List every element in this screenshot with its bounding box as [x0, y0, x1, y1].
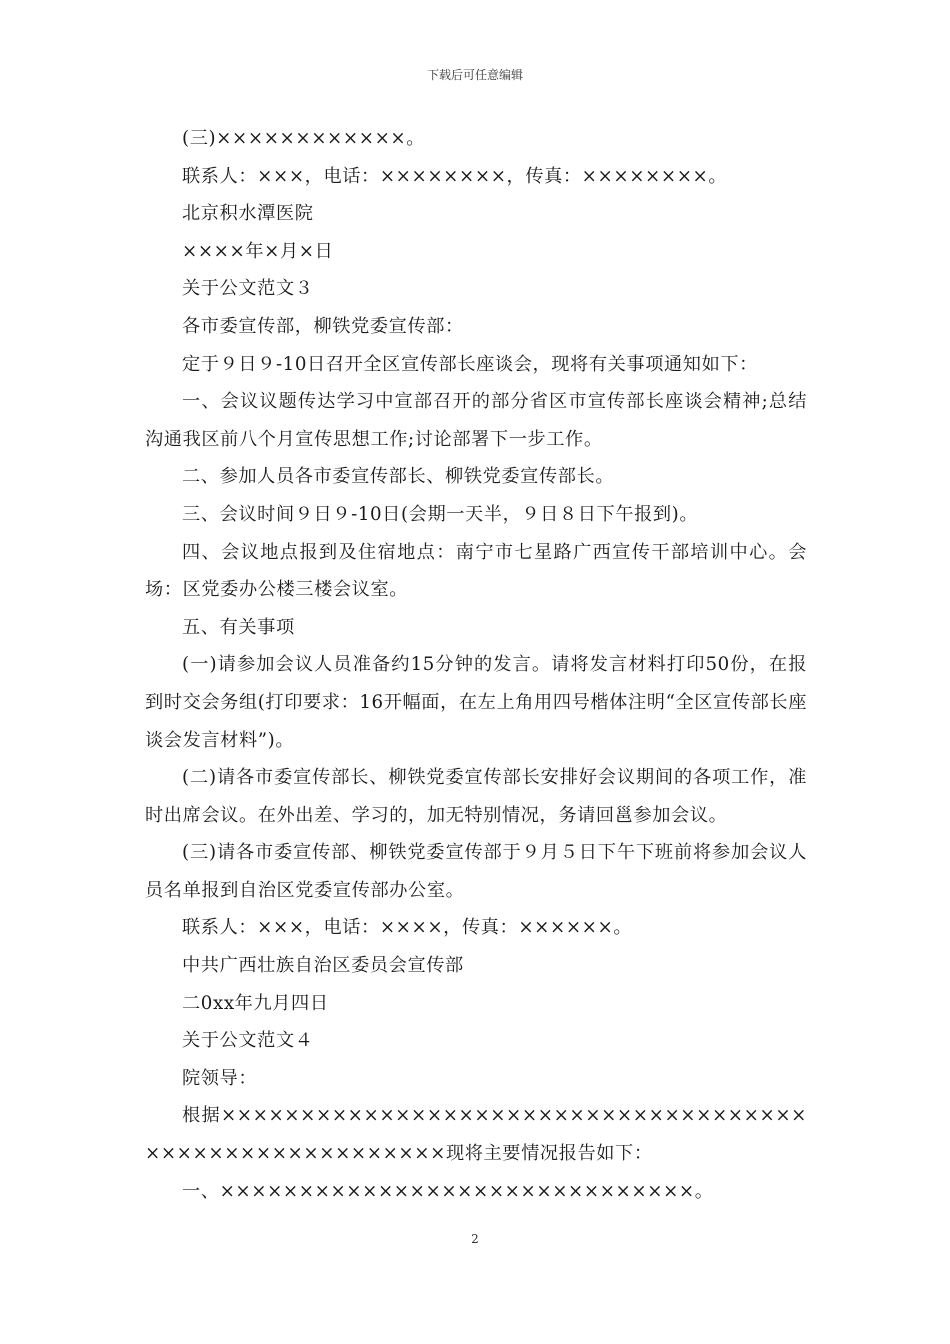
paragraph: 关于公文范文３	[182, 278, 314, 300]
paragraph: 各市委宣传部，柳铁党委宣传部：	[182, 315, 464, 337]
paragraph: 中共广西壮族自治区委员会宣传部	[182, 955, 464, 977]
paragraph: 定于９日９-10日召开全区宣传部长座谈会，现将有关事项通知如下：	[182, 353, 758, 375]
paragraph: 四、会议地点报到及住宿地点：南宁市七星路广西宣传干部培训中心。会场：区党委办公楼三楼会议室。	[145, 541, 807, 601]
paragraph: 一、××××××××××××××××××××××××××××××。	[182, 1180, 714, 1202]
paragraph: ××××年×月×日	[182, 240, 334, 262]
paragraph: 一、会议议题传达学习中宣部召开的部分省区市宣传部长座谈会精神;总结沟通我区前八个月宣传思想工作;讨论部署下一步工作。	[145, 391, 807, 450]
paragraph: 关于公文范文４	[182, 1030, 314, 1052]
paragraph: 二、参加人员各市委宣传部长、柳铁党委宣传部长。	[182, 466, 615, 488]
paragraph: 三、会议时间９日９-10日(会期一天半，９日８日下午报到)。	[182, 503, 699, 525]
paragraph: 二0xx年九月四日	[182, 992, 329, 1014]
paragraph: 院领导：	[182, 1067, 258, 1089]
paragraph: 北京积水潭医院	[182, 203, 314, 225]
document-body	[145, 120, 807, 1210]
paragraph: 五、有关事项	[182, 616, 295, 638]
page-number: 2	[471, 1232, 479, 1246]
paragraph: (三)××××××××××××。	[182, 128, 426, 149]
paragraph: 根据××××××××××××××××××××××××××××××××××××××××××××××××××××××××现将主要情况报告如下：	[145, 1105, 807, 1165]
paragraph: 联系人：×××，电话：××××，传真：××××××。	[182, 917, 633, 939]
paragraph: 联系人：×××，电话：××××××××，传真：××××××××。	[182, 165, 728, 187]
paragraph: (一)请参加会议人员准备约15分钟的发言。请将发言材料打印50份，在报到时交会务组(打印要求：16开幅面，在左上角用四号楷体注明“全区宣传部长座谈会发言材料”)。	[145, 654, 807, 751]
paragraph: (二)请各市委宣传部长、柳铁党委宣传部长安排好会议期间的各项工作，准时出席会议。在外出差、学习的，加无特别情况，务请回邕参加会议。	[145, 767, 807, 826]
paragraph: (三)请各市委宣传部、柳铁党委宣传部于９月５日下午下班前将参加会议人员名单报到自治区党委宣传部办公室。	[145, 842, 807, 901]
page-header: 下载后可任意编辑	[426, 68, 523, 82]
